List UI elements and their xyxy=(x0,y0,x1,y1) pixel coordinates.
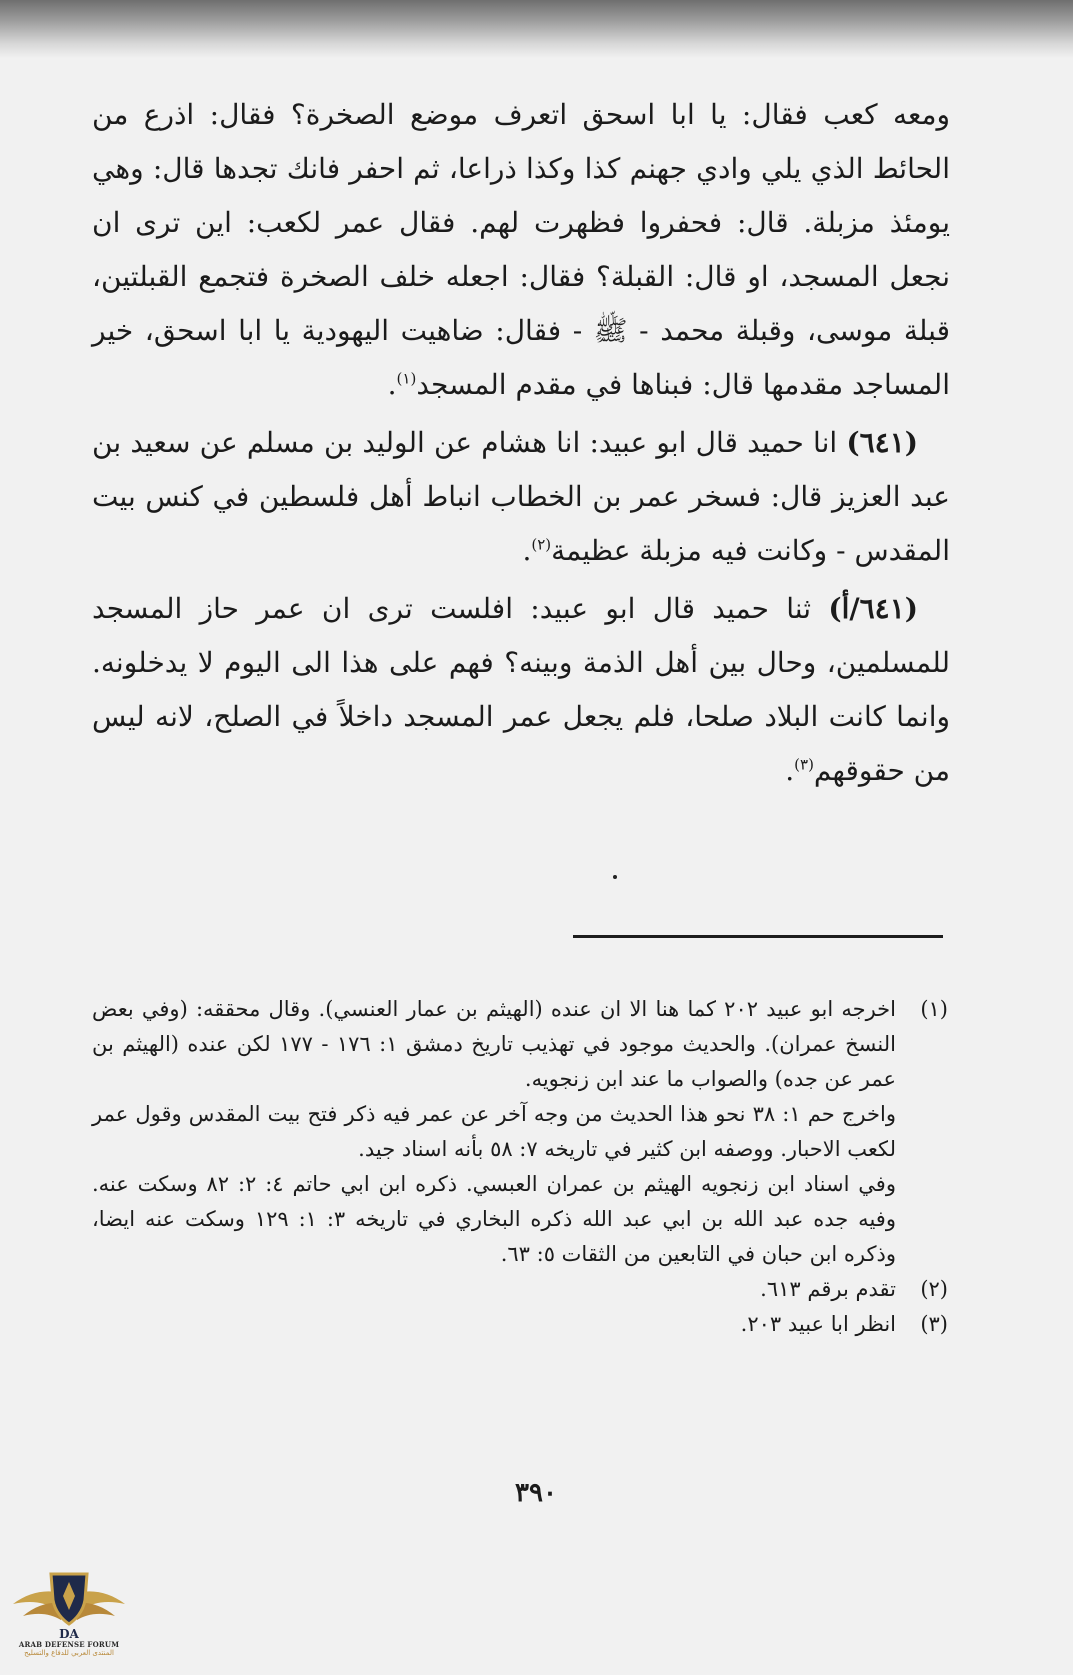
footnote-3 xyxy=(92,1307,948,1342)
footnote-2 xyxy=(92,1272,948,1307)
footnote-1-continuation-2: وفي اسناد ابن زنجويه الهيثم بن عمران العبسي. ذكره ابن ابي حاتم ٤: ٢: ٨٢ وسكت عنه. وفيه جده عبد الله بن ابي عبد الله ذكره البخاري في تاريخه ٣: ١: ١٢٩ وسكت عنه ايضا، وذكره ابن حبان في التابعين من الثقات ٥: ٦٣. xyxy=(92,1172,896,1266)
main-text xyxy=(92,88,950,802)
paragraph-1-text: ومعه كعب فقال: يا ابا اسحق اتعرف موضع الصخرة؟ فقال: اذرع من الحائط الذي يلي وادي جهنم كذا وكذا ذراعا، ثم احفر فانك تجدها قال: وهي يومئذ مزبلة. قال: فحفروا فظهرت لهم. فقال عمر لكعب: اين ترى ان نجعل المسجد، او قال: القبلة؟ فقال: اجعله خلف الصخرة فتجمع القبلتين، قبلة موسى، وقبلة محمد - ﷺ - فقال: ضاهيت اليهودية يا ابا اسحق، خير المساجد مقدمها قال: فبناها في مقدم المسجد xyxy=(92,98,950,401)
footnote-ref-3[interactable]: (٣) xyxy=(794,755,814,774)
paragraph-641a-end: . xyxy=(785,754,795,787)
footnote-separator xyxy=(573,935,943,938)
stray-dot xyxy=(613,875,617,879)
shield-wings-icon xyxy=(9,1570,129,1642)
paragraph-641a xyxy=(92,582,950,798)
page-number: ٣٩٠ xyxy=(515,1478,557,1508)
forum-watermark-logo xyxy=(6,1570,132,1672)
hadith-number-641a: (٦٤١/أ) xyxy=(828,592,918,625)
footnote-ref-1[interactable]: (١) xyxy=(396,369,417,388)
footnote-2-text: تقدم برقم ٦١٣. xyxy=(760,1277,896,1301)
paragraph-641-text: انا حميد قال ابو عبيد: انا هشام عن الوليد بن مسلم عن سعيد بن عبد العزيز قال: فسخر عمر بن الخطاب انباط أهل فلسطين في كنس بيت المقدس - وكانت فيه مزبلة عظيمة xyxy=(92,426,950,567)
paragraph-641-end: . xyxy=(522,534,532,567)
footnote-1-marker: (١) xyxy=(920,997,948,1021)
scan-top-shadow xyxy=(0,0,1073,58)
footnote-1-continuation-1: واخرج حم ١: ٣٨ نحو هذا الحديث من وجه آخر عن عمر فيه ذكر فتح بيت المقدس وقول عمر لكعب الاحبار. ووصفه ابن كثير في تاريخه ٧: ٥٨ بأنه اسناد جيد. xyxy=(92,1102,896,1161)
logo-name-en: ARAB DEFENSE FORUM xyxy=(18,1640,120,1649)
footnotes xyxy=(92,992,948,1342)
logo-monogram: DA xyxy=(59,1627,79,1641)
paragraph-1 xyxy=(92,88,950,412)
footnote-2-marker: (٢) xyxy=(920,1277,948,1301)
paragraph-641a-text: ثنا حميد قال ابو عبيد: افلست ترى ان عمر حاز المسجد للمسلمين، وحال بين أهل الذمة وبينه؟ فهم على هذا الى اليوم لا يدخلونه. وانما كانت البلاد صلحا، فلم يجعل عمر المسجد داخلاً في الصلح، لانه ليس من حقوقهم xyxy=(92,592,950,787)
footnote-1 xyxy=(92,992,948,1097)
paragraph-1-end: . xyxy=(387,368,397,401)
hadith-number-641: (٦٤١) xyxy=(846,426,918,459)
footnote-ref-2[interactable]: (٢) xyxy=(531,535,552,554)
paragraph-641 xyxy=(92,416,950,578)
footnote-3-text: انظر ابا عبيد ٢٠٣. xyxy=(740,1312,896,1336)
logo-name-ar: المنتدى العربي للدفاع والتسليح xyxy=(24,1649,114,1657)
footnote-3-marker: (٣) xyxy=(920,1312,948,1336)
footnote-1-text: اخرجه ابو عبيد ٢٠٢ كما هنا الا ان عنده (الهيثم بن عمار العنسي). وقال محققه: (وفي بعض النسخ عمران). والحديث موجود في تهذيب تاريخ دمشق ١: ١٧٦ - ١٧٧ لكن عنده (الهيثم بن عمر عن جده) والصواب ما عند ابن زنجويه. xyxy=(92,997,896,1091)
